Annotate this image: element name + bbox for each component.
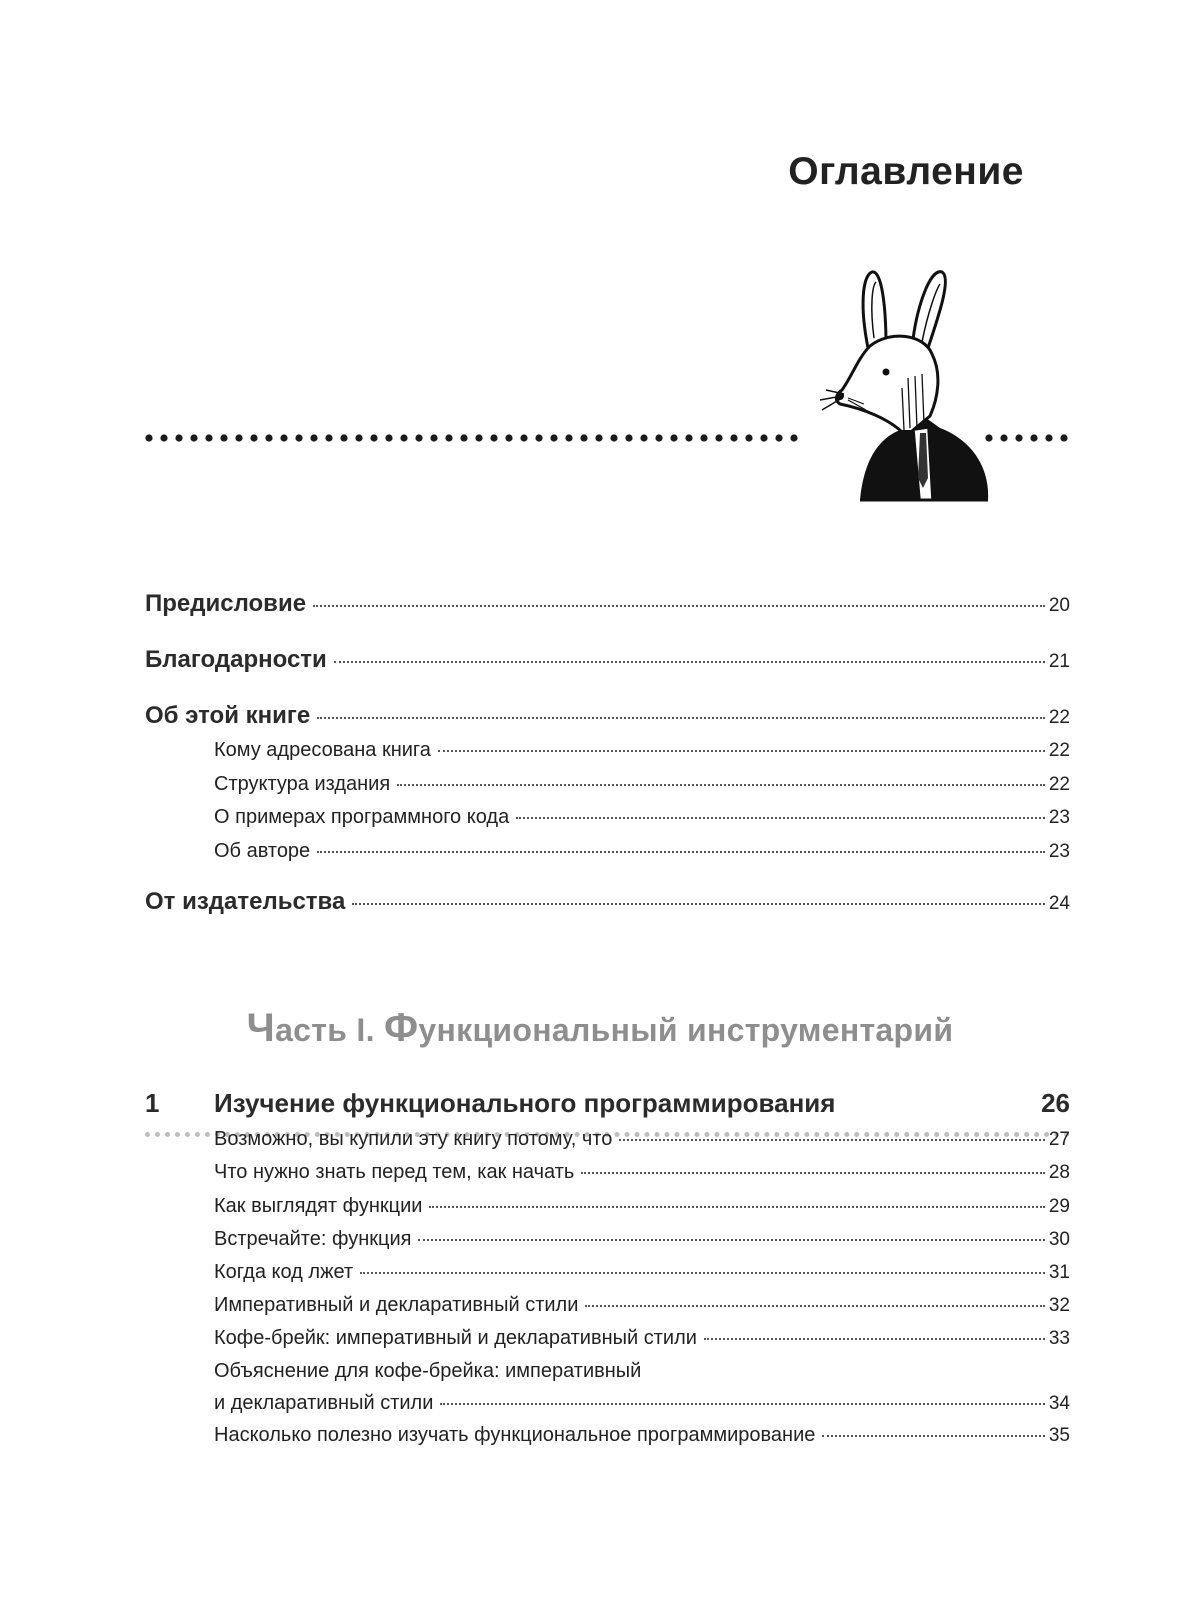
toc-page-number: 35 <box>1048 1425 1070 1446</box>
dot-leader <box>317 717 1045 719</box>
separator-dot <box>505 434 512 441</box>
toc-entry-structure[interactable] <box>214 773 1070 796</box>
toc-entry-label: Структура издания <box>214 773 391 795</box>
separator-dot <box>220 434 227 441</box>
dot-leader <box>360 1272 1045 1274</box>
toc-entry-label: Об авторе <box>214 840 311 862</box>
toc-page-number: 20 <box>1048 595 1070 616</box>
chapter-title: Изучение функционального программирования <box>214 1088 836 1118</box>
toc-section-entry[interactable] <box>214 1161 1070 1184</box>
toc-entry-label: Как выглядят функции <box>214 1195 423 1217</box>
separator-dot <box>145 434 152 441</box>
toc-entry-label: Кофе-брейк: императивный и декларативный стили <box>214 1327 697 1349</box>
separator-dot <box>340 434 347 441</box>
toc-entry-label: Императивный и декларативный стили <box>214 1294 579 1316</box>
separator-dot <box>235 434 242 441</box>
chapter-number: 1 <box>145 1088 160 1118</box>
toc-entry-about-author[interactable] <box>214 840 1070 863</box>
toc-entry-label: Возможно, вы купили эту книгу потому, что <box>214 1128 613 1150</box>
separator-dot <box>625 434 632 441</box>
dot-leader <box>822 1435 1044 1437</box>
separator-dot <box>295 434 302 441</box>
separator-dot <box>325 434 332 441</box>
dot-leader <box>334 661 1045 663</box>
toc-entry-foreword[interactable] <box>145 590 1070 618</box>
separator-dot <box>415 434 422 441</box>
toc-section-entry[interactable] <box>214 1128 1070 1151</box>
separator-dot <box>1060 434 1067 441</box>
toc-page-number: 31 <box>1048 1262 1070 1283</box>
toc-page-number: 30 <box>1048 1229 1070 1250</box>
separator-dot <box>595 434 602 441</box>
separator-dot <box>1015 434 1022 441</box>
toc-entry-label: Когда код лжет <box>214 1261 354 1283</box>
toc-section-entry[interactable] <box>214 1261 1070 1284</box>
toc-entry-code-examples[interactable] <box>214 806 1070 829</box>
separator-dot <box>490 434 497 441</box>
separator-dot <box>355 434 362 441</box>
toc-section-entry[interactable] <box>214 1327 1070 1350</box>
separator-dot <box>175 434 182 441</box>
toc-page-number: 34 <box>1048 1393 1070 1414</box>
dot-leader <box>585 1305 1044 1307</box>
dot-leader <box>352 903 1045 905</box>
dot-leader <box>440 1403 1044 1405</box>
toc-entry-label: Благодарности <box>145 646 327 673</box>
toc-entry-label: О примерах программного кода <box>214 806 510 828</box>
dot-leader <box>317 851 1045 853</box>
dot-leader <box>704 1338 1045 1340</box>
dot-leader <box>397 784 1045 786</box>
toc-section-entry[interactable] <box>214 1294 1070 1317</box>
toc-page-number: 22 <box>1048 740 1070 761</box>
separator-dot <box>430 434 437 441</box>
dot-leader <box>516 817 1045 819</box>
separator-dot <box>565 434 572 441</box>
toc-page-number: 32 <box>1048 1295 1070 1316</box>
toc-page-number: 22 <box>1048 707 1070 728</box>
toc-section-entry[interactable] <box>214 1228 1070 1251</box>
separator-dot <box>385 434 392 441</box>
separator-dot <box>160 434 167 441</box>
part-title: Часть I. Функциональный инструментарий <box>246 1006 954 1050</box>
toc-entry-label-line1: Объяснение для кофе-брейка: императивный <box>214 1360 642 1382</box>
toc-page-number: 22 <box>1048 774 1070 795</box>
dot-leader <box>438 750 1045 752</box>
separator-dot <box>775 434 782 441</box>
toc-section-entry[interactable] <box>214 1195 1070 1218</box>
separator-dot <box>370 434 377 441</box>
separator-dot <box>190 434 197 441</box>
separator-dot <box>445 434 452 441</box>
separator-dot <box>475 434 482 441</box>
separator-dot <box>400 434 407 441</box>
page-title: Оглавление <box>788 150 1024 193</box>
separator-dot <box>655 434 662 441</box>
toc-section-entry[interactable] <box>214 1392 1070 1415</box>
toc-entry-label: Кому адресована книга <box>214 739 431 761</box>
toc-page-number: 21 <box>1048 651 1070 672</box>
separator-dot <box>280 434 287 441</box>
toc-entry-label: Предисловие <box>145 590 307 617</box>
toc-entry-label: и декларативный стили <box>214 1392 434 1414</box>
toc-entry-audience[interactable] <box>214 739 1070 762</box>
toc-entry-label: Об этой книге <box>145 702 311 729</box>
separator-dot <box>745 434 752 441</box>
separator-dot <box>730 434 737 441</box>
toc-page-number: 24 <box>1048 893 1070 914</box>
chapter-page-number: 26 <box>1041 1088 1070 1118</box>
toc-entry-about-book[interactable] <box>145 702 1070 730</box>
separator-dot <box>535 434 542 441</box>
separator-dot <box>790 434 797 441</box>
dot-leader <box>313 605 1045 607</box>
separator-dot <box>205 434 212 441</box>
toc-page-number: 27 <box>1048 1129 1070 1150</box>
toc-entry-label: Встречайте: функция <box>214 1228 412 1250</box>
toc-entry-label: От издательства <box>145 888 346 915</box>
separator-dot <box>265 434 272 441</box>
dot-leader <box>619 1139 1045 1141</box>
dot-leader <box>418 1239 1044 1241</box>
separator-dot <box>580 434 587 441</box>
dot-leader <box>581 1172 1045 1174</box>
toc-page-number: 23 <box>1048 841 1070 862</box>
separator-dot <box>700 434 707 441</box>
dot-leader <box>429 1206 1044 1208</box>
separator-dot <box>715 434 722 441</box>
toc-entry-label: Что нужно знать перед тем, как начать <box>214 1161 575 1183</box>
toc-page-number: 29 <box>1048 1196 1070 1217</box>
separator-dot <box>250 434 257 441</box>
separator-dot <box>520 434 527 441</box>
separator-dot <box>670 434 677 441</box>
toc-entry-publisher[interactable] <box>145 888 1070 916</box>
toc-page-number: 33 <box>1048 1328 1070 1349</box>
toc-page-number: 23 <box>1048 807 1070 828</box>
rabbit-mascot-icon <box>820 268 1005 503</box>
toc-entry-acknowledgements[interactable] <box>145 646 1070 674</box>
separator-dot <box>685 434 692 441</box>
separator-dot <box>610 434 617 441</box>
separator-dot <box>1030 434 1037 441</box>
separator-dot <box>1045 434 1052 441</box>
separator-dot <box>760 434 767 441</box>
toc-page-number: 28 <box>1048 1162 1070 1183</box>
separator-dot <box>640 434 647 441</box>
chapter-heading[interactable] <box>145 1088 1070 1124</box>
toc-section-entry[interactable] <box>214 1424 1070 1447</box>
toc-entry-label: Насколько полезно изучать функциональное программирование <box>214 1424 816 1446</box>
separator-dot <box>460 434 467 441</box>
separator-dot <box>550 434 557 441</box>
separator-dot <box>310 434 317 441</box>
